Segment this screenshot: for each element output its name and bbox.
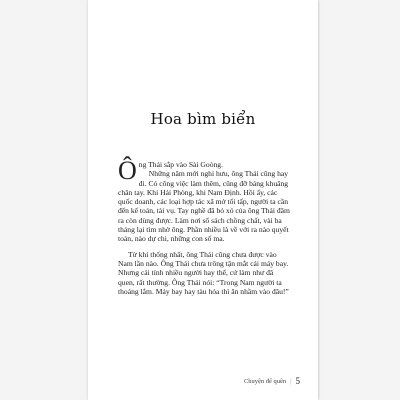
paragraph-1: Ông Thái sắp vào Sài Goòng. bbox=[118, 156, 224, 185]
footer-separator: | bbox=[290, 377, 292, 385]
paragraph-3: Từ khi thống nhất, ông Thái cũng chưa được vào Nam lần nào. Ông Thái chưa trông tận mắt cái máy bay. Nhưng cái tính nhiều người hay thế, cứ làm như đã quen, rất thường. Ông Thái nói: “Trong Nam người ta thoáng lắm. Máy bay hay tàu hỏa thì ăn nhầm vào đâu!” bbox=[118, 249, 289, 296]
chapter-body bbox=[118, 156, 290, 296]
book-page bbox=[88, 0, 318, 400]
page-footer bbox=[244, 376, 300, 386]
running-book-title: Chuyện để quên bbox=[243, 377, 287, 385]
chapter-title: Hoa bìm biển bbox=[150, 110, 256, 128]
paragraph-2: Những năm mới nghỉ hưu, ông Thái cũng hay đi. Có công việc làm thêm, cũng đỡ bảng khuâng chân tay. Khi Hải Phòng, khi Nam Định. Hồi ấy, các quốc doanh, các loại hợp tác xã mở tối tấp, người ta cần đến kế toán, tài vụ. Tay nghề đã bỏ xó của ông Thái đâm ra còn dùng được. Làm nơi sổ sách chồng chất, vài ba tháng lại tìm nhờ ông. Phần nhiều là về với ra nào quyết toán, nào dự chi, những con số ma. bbox=[118, 169, 290, 244]
page-number: 5 bbox=[295, 376, 300, 386]
